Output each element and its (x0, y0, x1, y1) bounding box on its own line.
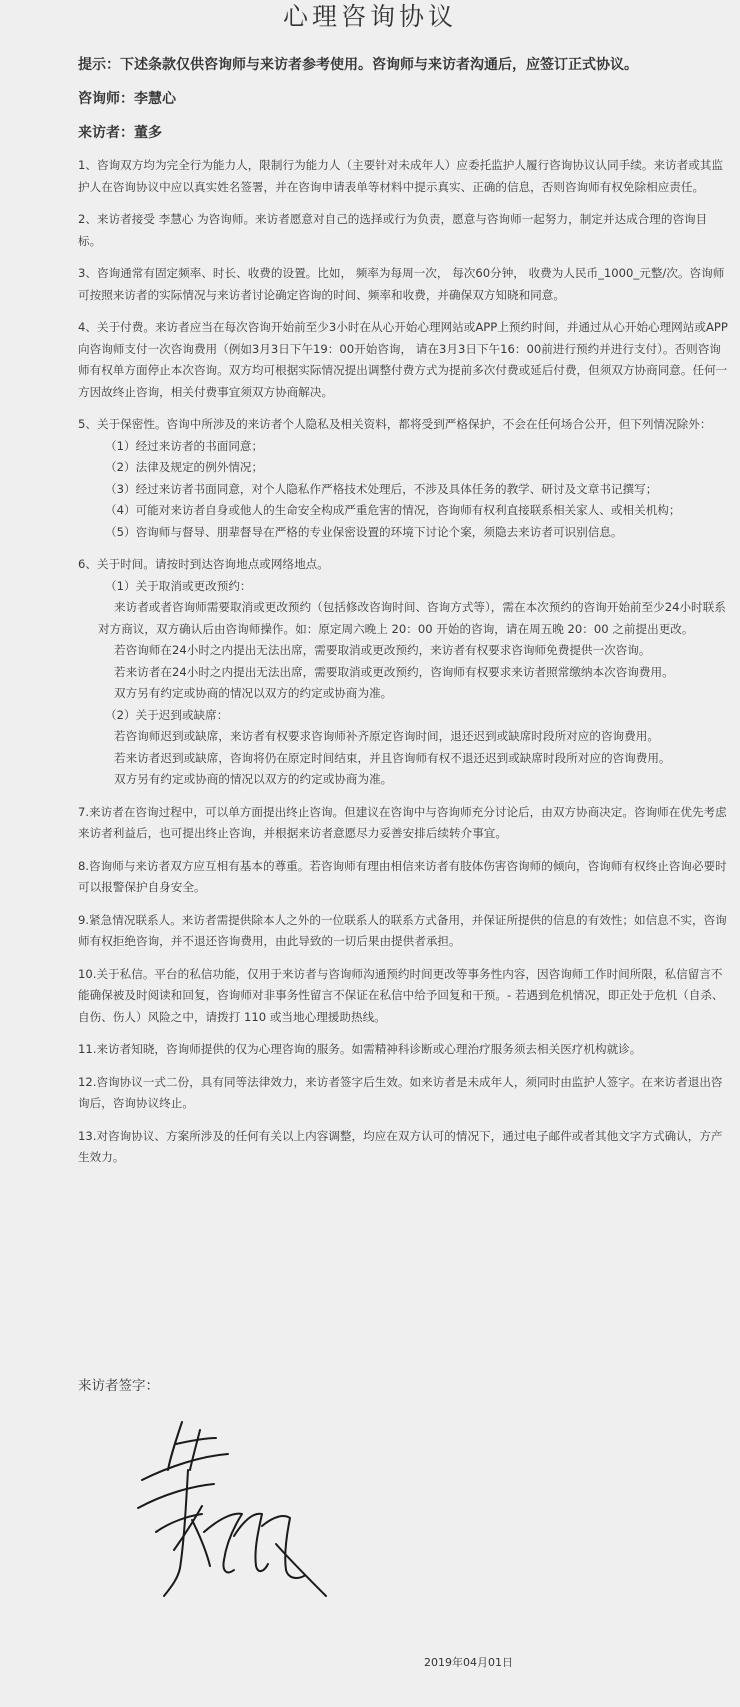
agreement-body (78, 155, 728, 1169)
document-title: 心理咨询协议 (282, 2, 457, 31)
late-para-1: 若咨询师迟到或缺席，来访者有权要求咨询师补齐原定咨询时间，退还迟到或缺席时段所对应的咨询费用。 (114, 729, 659, 743)
clause-12: 12.咨询协议一式二份，具有同等法律效力，来访者签字后生效。如来访者是未成年人，须同时由监护人签字。在来访者退出咨询后，咨询协议终止。 (78, 1074, 723, 1110)
clause-13: 13.对咨询协议、方案所涉及的任何有关以上内容调整，均应在双方认可的情况下，通过电子邮件或者其他文字方式确认，方产生效力。 (78, 1128, 723, 1164)
cancel-para-3: 若来访者在24小时之内提出无法出席，需要取消或更改预约，咨询师有权要求来访者照常缴纳本次咨询费用。 (114, 664, 674, 679)
cancel-para-1: 来访者或者咨询师需要取消或更改预约（包括修改咨询时间、咨询方式等），需在本次预约的咨询开始前至少24小时联系对方商议，双方确认后由咨询师操作。如：原定周六晚上 20：00 开始的咨询，请在周五晚 20：00 之前提出更改。 (98, 600, 726, 636)
visitor-name: 来访者：董多 (78, 125, 162, 141)
late-para-2: 若来访者迟到或缺席，咨询将仍在原定时间结束，并且咨询师有权不退还迟到或缺席时段所对应的咨询费用。 (114, 750, 671, 765)
counselor-name: 咨询师：李慧心 (78, 91, 176, 107)
clause-8: 8.咨询师与来访者双方应互相有基本的尊重。若咨询师有理由相信来访者有肢体伤害咨询师的倾向，咨询师有权终止咨询必要时可以报警保护自身安全。 (78, 858, 727, 894)
clause-10: 10.关于私信。平台的私信功能，仅用于来访者与咨询师沟通预约时间更改等事务性内容，因咨询师工作时间所限，私信留言不能确保被及时阅读和回复，咨询师对非事务性留言不保证在私信中给予回复和干预。- 若遇到危机情况，即正处于危机（自杀、自伤、伤人）风险之中，请拨打 110 或当地心理援助热线。 (78, 966, 724, 1024)
clause-7: 7.来访者在咨询过程中，可以单方面提出终止咨询。但建议在咨询中与咨询师充分讨论后，由双方协商决定。咨询师在优先考虑来访者利益后，也可提出终止咨询，并根据来访者意愿尽力妥善安排后续转介事宜。 (78, 804, 727, 840)
late-heading: （2）关于迟到或缺席： (105, 707, 229, 722)
clause-11: 11.来访者知晓，咨询师提供的仅为心理咨询的服务。如需精神科诊断或心理治疗服务须去相关医疗机构就诊。 (78, 1042, 642, 1056)
confidential-exception-5: （5）咨询师与督导、朋辈督导在严格的专业保密设置的环境下讨论个案，须隐去来访者可识别信息。 (105, 524, 623, 539)
clause-6: 6、关于时间。请按时到达咨询地点或网络地点。 (78, 557, 329, 571)
cancel-heading: （1）关于取消或更改预约： (105, 578, 252, 593)
clause-4: 4、关于付费。来访者应当在每次咨询开始前至少3小时在从心开始心理网站或APP上预约时间，并通过从心开始心理网站或APP向咨询师支付一次咨询费用（例如3月3日下午19：00开始咨询， 请在3月3日下午16：00前进行预约并进行支付）。否则咨询师有权单方面停止本次咨询。双方均可根据实际情况提出调整付费方式为提前多次付费或延后付费，但须双方协商同意。任何一方因故终止咨询，相关付费事宜须双方协商解决。 (78, 320, 728, 399)
confidential-exception-3: （3）经过来访者书面同意，对个人隐私作严格技术处理后，不涉及具体任务的教学、研讨及文章书记撰写； (105, 481, 658, 496)
clause-9: 9.紧急情况联系人。来访者需提供除本人之外的一位联系人的联系方式备用，并保证所提供的信息的有效性；如信息不实，咨询师有权拒绝咨询，并不退还咨询费用，由此导致的一切后果由提供者承担。 (78, 912, 727, 948)
handwritten-signature (130, 1410, 330, 1630)
signing-date: 2019年04月01日 (424, 1656, 513, 1669)
cancel-para-2: 若咨询师在24小时之内提出无法出席，需要取消或更改预约，来访者有权要求咨询师免费提供一次咨询。 (114, 643, 651, 657)
clause-5: 5、关于保密性。咨询中所涉及的来访者个人隐私及相关资料，都将受到严格保护，不会在任何场合公开，但下列情况除外： (78, 417, 712, 431)
confidential-exception-4: （4）可能对来访者自身或他人的生命安全构成严重危害的情况，咨询师有权利直接联系相关家人、或相关机构； (105, 503, 681, 517)
clause-2: 2、来访者接受 李慧心 为咨询师。来访者愿意对自己的选择或行为负责，愿意与咨询师一起努力，制定并达成合理的咨询目标。 (78, 212, 708, 248)
signature-label: 来访者签字： (78, 1378, 159, 1394)
cancel-para-4: 双方另有约定或协商的情况以双方的约定或协商为准。 (114, 686, 393, 700)
confidential-exception-2: （2）法律及规定的例外情况； (105, 460, 264, 474)
clause-3: 3、咨询通常有固定频率、时长、收费的设置。比如， 频率为每周一次， 每次60分钟， 收费为人民币_1000_元整/次。咨询师可按照来访者的实际情况与来访者讨论确定咨询的时间、频率和收费，并确保双方知晓和同意。 (78, 266, 725, 302)
confidential-exception-1: （1）经过来访者的书面同意； (105, 438, 264, 453)
hint-text: 提示：下述条款仅供咨询师与来访者参考使用。咨询师与来访者沟通后，应签订正式协议。 (78, 57, 638, 73)
late-para-3: 双方另有约定或协商的情况以双方的约定或协商为准。 (114, 772, 393, 786)
clause-1: 1、咨询双方均为完全行为能力人，限制行为能力人（主要针对未成年人）应委托监护人履行咨询协议认同手续。来访者或其监护人在咨询协议中应以真实姓名签署，并在咨询申请表单等材料中提示真实、正确的信息，否则咨询师有权免除相应责任。 (78, 158, 724, 194)
